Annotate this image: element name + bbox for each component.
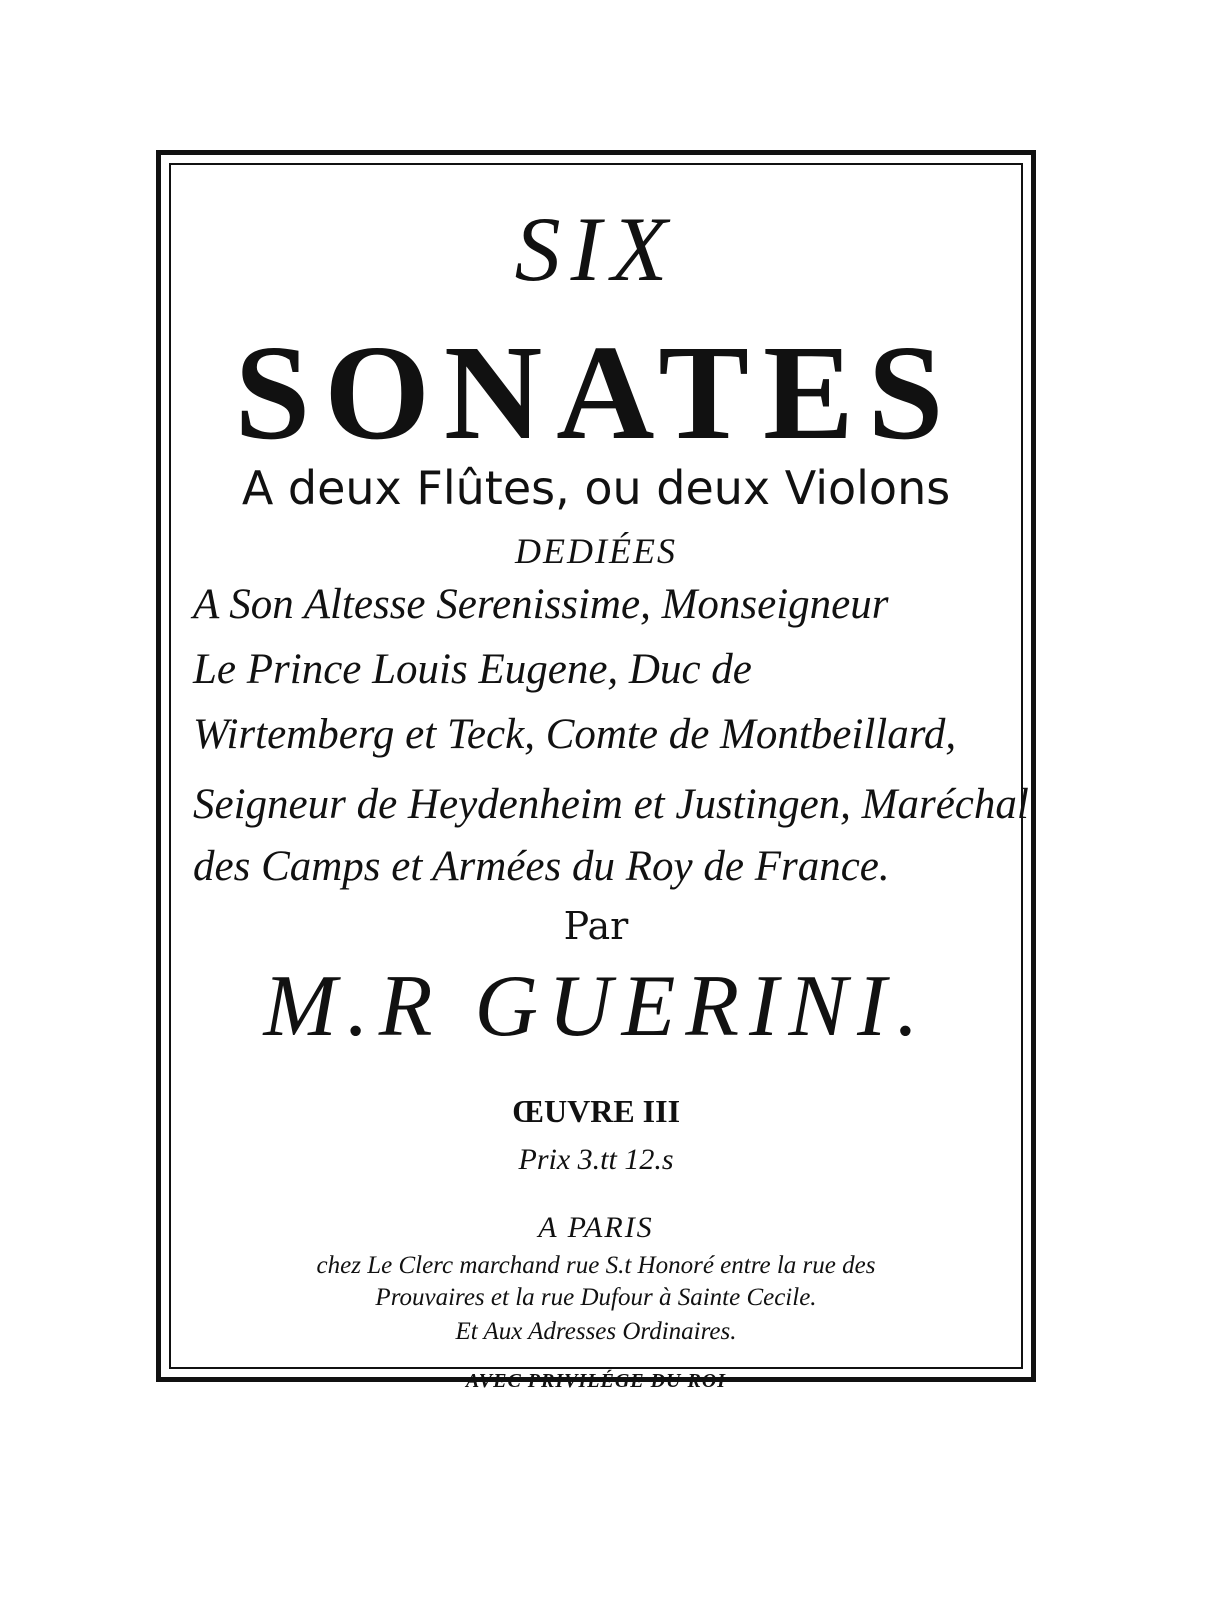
- page-border-outer: [156, 150, 1036, 1392]
- dedication-line: des Camps et Armées du Roy de France.: [193, 843, 890, 890]
- title-page: [169, 163, 1029, 1392]
- dedication-line: Seigneur de Heydenheim et Justingen, Maréchal: [193, 781, 1029, 828]
- price: Prix 3.tt 12.s: [518, 1143, 674, 1176]
- composer-name: M.R GUERINI.: [263, 958, 929, 1055]
- dedication-line: Le Prince Louis Eugene, Duc de: [193, 646, 752, 693]
- dedication-heading: DEDIÉES: [515, 531, 677, 571]
- subtitle-instruments: A deux Flûtes, ou deux Violons: [241, 461, 951, 515]
- dedication-line: Wirtemberg et Teck, Comte de Montbeillard,: [193, 711, 957, 758]
- publisher-line: Prouvaires et la rue Dufour à Sainte Cecile.: [375, 1284, 817, 1311]
- dedication-line: A Son Altesse Serenissime, Monseigneur: [193, 581, 889, 628]
- title-sonates: SONATES: [234, 318, 958, 468]
- title-six: SIX: [514, 198, 678, 300]
- royal-privilege: AVEC PRIVILÉGE DU ROI: [465, 1370, 727, 1392]
- publisher-line: Et Aux Adresses Ordinaires.: [455, 1318, 737, 1345]
- opus-number: ŒUVRE III: [511, 1093, 681, 1129]
- publisher-line: chez Le Clerc marchand rue S.t Honoré entre la rue des: [316, 1252, 876, 1279]
- publisher-city: A PARIS: [538, 1211, 654, 1244]
- composer-by: Par: [563, 904, 629, 948]
